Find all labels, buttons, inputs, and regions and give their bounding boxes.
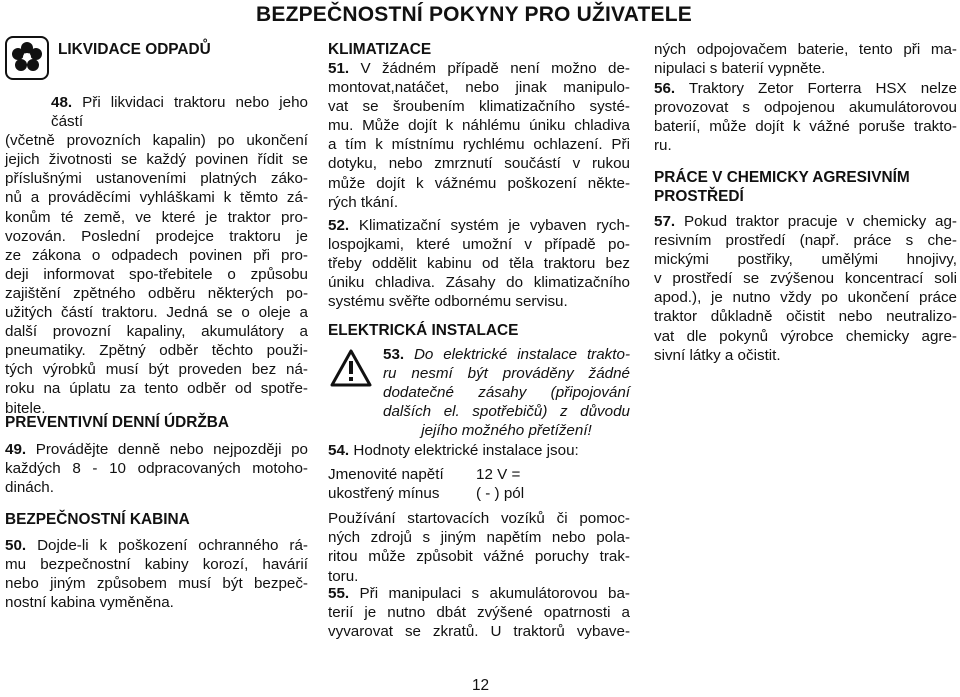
ground-value: ( - ) pól (476, 485, 525, 503)
voltage-row (328, 465, 630, 484)
text-line: příslušnými ustanoveními platných záko- (5, 170, 308, 188)
text-line: jejího možného přetížení! (421, 422, 592, 440)
paragraph-number: 51. (328, 60, 350, 77)
heading-electrical: ELEKTRICKÁ INSTALACE (328, 322, 519, 339)
text-line: lospojkami, které umožní v případě po- (328, 236, 630, 254)
ground-label: ukostřený mínus (328, 485, 440, 503)
paragraph-52 (328, 216, 630, 311)
text-line: montovat,natáčet, nebo jinak manipulo- (328, 79, 630, 97)
paragraph-number: 56. (654, 80, 676, 97)
text-line: Pokud traktor pracuje v chemicky ag- (683, 213, 957, 230)
paragraph-50 (5, 536, 308, 612)
text-line: může dojít k vážnému poškození někte- (328, 174, 630, 192)
text-line: tých výrobků musí být proveden bez ná- (5, 361, 308, 379)
heading-chemical (654, 168, 910, 206)
text-line: vozován. Poslední prodejce traktoru je (5, 227, 308, 245)
text-line: baterií, může dojít k vážné poruše trakto- (654, 118, 957, 136)
voltage-label: Jmenovité napětí (328, 466, 444, 484)
text-line: zajištění zpětného odběru některých po- (5, 284, 308, 302)
heading-air-conditioning: KLIMATIZACE (328, 41, 432, 58)
text-line: nipulaci s baterií vypněte. (654, 60, 826, 78)
text-line: Do elektrické instalace trakto- (413, 346, 630, 363)
text-line: další provozní kapaliny, akumulátory a (5, 323, 308, 341)
text-line: sivní látky a očistit. (654, 346, 781, 364)
text-line: Klimatizační systém je vybaven rych- (358, 217, 630, 234)
paragraph-number: 55. (328, 585, 350, 602)
text-line: systému svěřte odbornému servisu. (328, 293, 568, 311)
text-line: Provádějte denně nebo nejpozději po (35, 441, 308, 458)
paragraph-54 (328, 441, 630, 586)
text-line: Traktory Zetor Forterra HSX nelze (688, 80, 957, 97)
text-line: ritou může způsobit vážné poruchy trak- (328, 548, 630, 566)
text-line: dalších el. spotřebičů) z důvodu (383, 403, 630, 421)
text-line: ze zákona o odpadech povinen při pro- (5, 246, 308, 264)
paragraph-48 (5, 93, 308, 418)
text-line: dinách. (5, 479, 54, 497)
paragraph-56 (654, 79, 957, 155)
text-line: vyvarovat se zkratů. U traktorů vybave- (328, 623, 630, 641)
text-line: roku na úplatu za tento odběr od spotře- (5, 380, 308, 398)
text-line: dodatečné zásahy (připojování (383, 384, 630, 402)
text-line: vat dle pokynů výrobce chemicky agre- (654, 327, 957, 345)
text-line: a tím k místnímu rychlému ochlazení. Při (328, 136, 630, 154)
text-line: úniku chladiva. Zásahy do klimatizačního (328, 274, 630, 292)
text-line: v prostředí se zvýšenou koncentrací soli (654, 270, 957, 288)
text-line: rých tkání. (328, 193, 399, 211)
text-line: deji informovat spo-třebitele o způsobu (5, 265, 308, 283)
paragraph-57 (654, 212, 957, 365)
text-line: mickými postřiky, umělými hnojivy, (654, 251, 957, 269)
recycling-icon (5, 36, 49, 80)
page-title: BEZPEČNOSTNÍ POKYNY PRO UŽIVATELE (256, 3, 692, 26)
text-line: každých 8 - 10 odpracovaných motoho- (5, 460, 308, 478)
paragraph-51 (328, 59, 630, 212)
text-line: Při likvidaci traktoru nebo jeho částí (51, 94, 308, 131)
text-line: pneumatiky. Zpětný odběr těchto použi- (5, 342, 308, 360)
paragraph-number: 48. (51, 94, 73, 111)
voltage-value: 12 V = (476, 466, 521, 484)
heading-chemical-line: PROSTŘEDÍ (654, 188, 744, 205)
paragraph-55 (328, 584, 630, 641)
paragraph-49 (5, 440, 308, 497)
heading-maintenance: PREVENTIVNÍ DENNÍ ÚDRŽBA (5, 414, 230, 431)
text-line: nostní kabina vyměněna. (5, 594, 174, 612)
warning-triangle-icon (329, 348, 373, 388)
text-line: konům té země, ve které je traktor pro- (5, 208, 308, 226)
text-line: mu. Může dojít k náhlému úniku chladiva (328, 117, 630, 135)
page-number: 12 (472, 677, 490, 694)
text-line: Při manipulaci s akumulátorovou ba- (359, 585, 630, 602)
text-line: mu bezpečnostní kabiny korozí, havárií (5, 556, 308, 574)
text-line: Hodnoty elektrické instalace jsou: (353, 442, 579, 459)
text-line: jejich životnosti se každý povinen řídit se (5, 151, 308, 169)
paragraph-number: 50. (5, 537, 27, 554)
paragraph-53-warning (383, 345, 630, 440)
text-line: V žádném případě není možno de- (360, 60, 630, 77)
text-line: užitých částí traktoru. Jedná se o oleje a (5, 304, 308, 322)
text-line: terií je nutno dbát zvýšené opatrnosti a (328, 604, 630, 622)
heading-cabin: BEZPEČNOSTNÍ KABINA (5, 511, 190, 528)
text-line: traktor důkladně očistit nebo neutralizo- (654, 308, 957, 326)
paragraph-number: 52. (328, 217, 350, 234)
text-line: nebo jiným způsobem musí být bezpeč- (5, 575, 308, 593)
text-line: resivním prostředí (např. práce s che- (654, 232, 957, 250)
ground-row (328, 484, 630, 503)
text-line: ru. (654, 137, 672, 155)
paragraph-55-continued (654, 40, 957, 78)
paragraph-number: 57. (654, 213, 676, 230)
paragraph-number: 53. (383, 346, 405, 363)
text-line: třeby oddělit kabinu od těla traktoru bez (328, 255, 630, 273)
heading-disposal: LIKVIDACE ODPADŮ (58, 41, 211, 58)
paragraph-number: 54. (328, 442, 350, 459)
text-line: ru nesmí být prováděny žádné (383, 365, 630, 383)
text-line: vat se šroubením klimatizačního systé- (328, 98, 630, 116)
text-line: Dojde-li k poškození ochranného rá- (37, 537, 308, 554)
text-line: nů a prováděcími vyhláškami k těmto zá- (5, 189, 308, 207)
text-line: bitele. (5, 399, 46, 417)
heading-chemical-line: PRÁCE V CHEMICKY AGRESIVNÍM (654, 169, 910, 186)
text-line: Používání startovacích vozíků či pomoc- (328, 510, 630, 528)
text-line: ných odpojovačem baterie, tento při ma- (654, 41, 957, 58)
text-line: dotyku, nebo zmrznutí součástí v rukou (328, 155, 630, 173)
text-line: ných zdrojů s jiným napětím nebo pola- (328, 529, 630, 547)
text-line: toru. (328, 567, 359, 585)
paragraph-number: 49. (5, 441, 27, 458)
text-line: apod.), je nutno vždy po ukončení práce (654, 289, 957, 307)
text-line: provozovat s odpojenou akumulátorovou (654, 99, 957, 117)
text-line: (včetně provozních kapalin) po ukončení (5, 132, 308, 150)
